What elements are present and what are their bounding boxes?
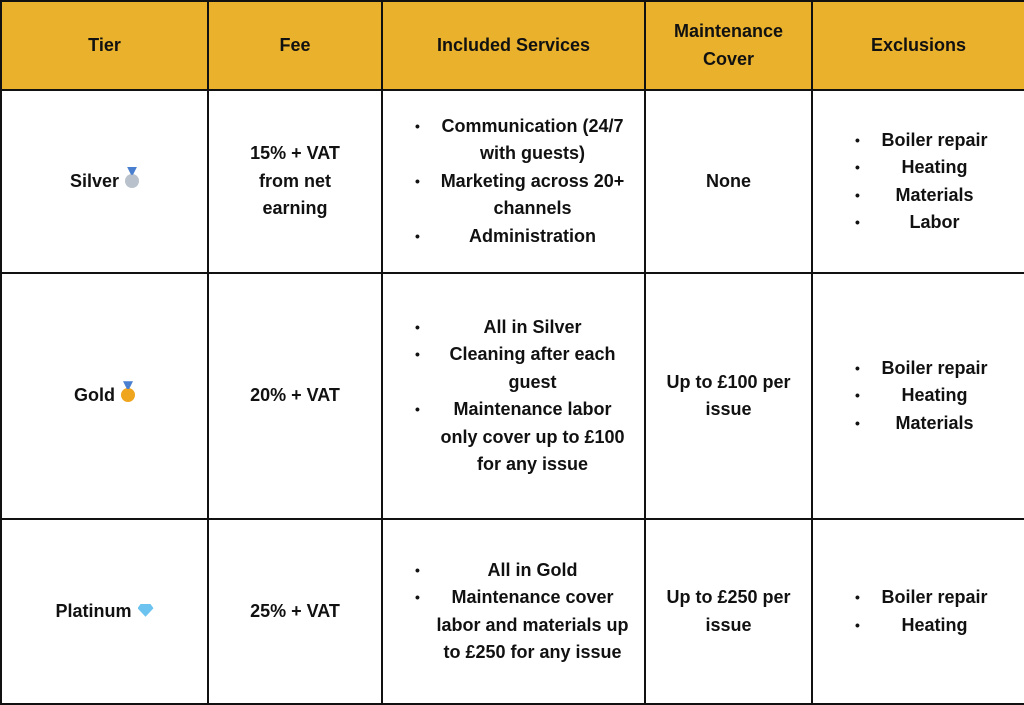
table-row-silver [1,90,1024,273]
list-item: • Maintenance labor only cover up to £100 for any issue [435,396,630,479]
list-item: • Cleaning after each guest [435,341,630,396]
list-item: • Labor [875,209,994,237]
list-item: • Boiler repair [875,584,994,612]
services-cell [382,90,645,273]
silver-medal-icon [125,174,139,188]
fee-cell: 20% + VAT [208,273,382,519]
gem-icon [138,604,154,617]
maintenance-cell: Up to £250 per issue [645,519,812,704]
exclusions-cell [812,273,1024,519]
services-cell [382,519,645,704]
tier-name: Silver [69,170,120,191]
tier-cell [1,90,208,273]
gold-medal-icon [121,388,135,402]
header-maintenance: Maintenance Cover [645,1,812,90]
list-item: • Heating [875,154,994,182]
list-item: • Materials [875,410,994,438]
list-item: • Administration [435,223,630,251]
list-item: • All in Gold [435,557,630,585]
list-item: • Boiler repair [875,127,994,155]
tier-name: Gold [74,385,115,406]
list-item: • All in Silver [435,314,630,342]
maintenance-cell: Up to £100 per issue [645,273,812,519]
list-item: • Boiler repair [875,355,994,383]
header-tier: Tier [1,1,208,90]
list-item: • Heating [875,382,994,410]
tier-cell [1,519,208,704]
table-row-gold [1,273,1024,519]
header-row [1,1,1024,90]
list-item: • Marketing across 20+ channels [435,168,630,223]
header-fee: Fee [208,1,382,90]
tier-name: Platinum [55,600,132,621]
maintenance-cell: None [645,90,812,273]
header-services: Included Services [382,1,645,90]
fee-cell: 25% + VAT [208,519,382,704]
services-cell [382,273,645,519]
exclusions-cell [812,519,1024,704]
header-exclusions: Exclusions [812,1,1024,90]
list-item: • Heating [875,612,994,640]
table-row-platinum [1,519,1024,704]
list-item: • Communication (24/7 with guests) [435,113,630,168]
exclusions-cell [812,90,1024,273]
list-item: • Materials [875,182,994,210]
list-item: • Maintenance cover labor and materials up to £250 for any issue [435,584,630,667]
fee-cell: 15% + VAT from net earning [208,90,382,273]
tier-cell [1,273,208,519]
